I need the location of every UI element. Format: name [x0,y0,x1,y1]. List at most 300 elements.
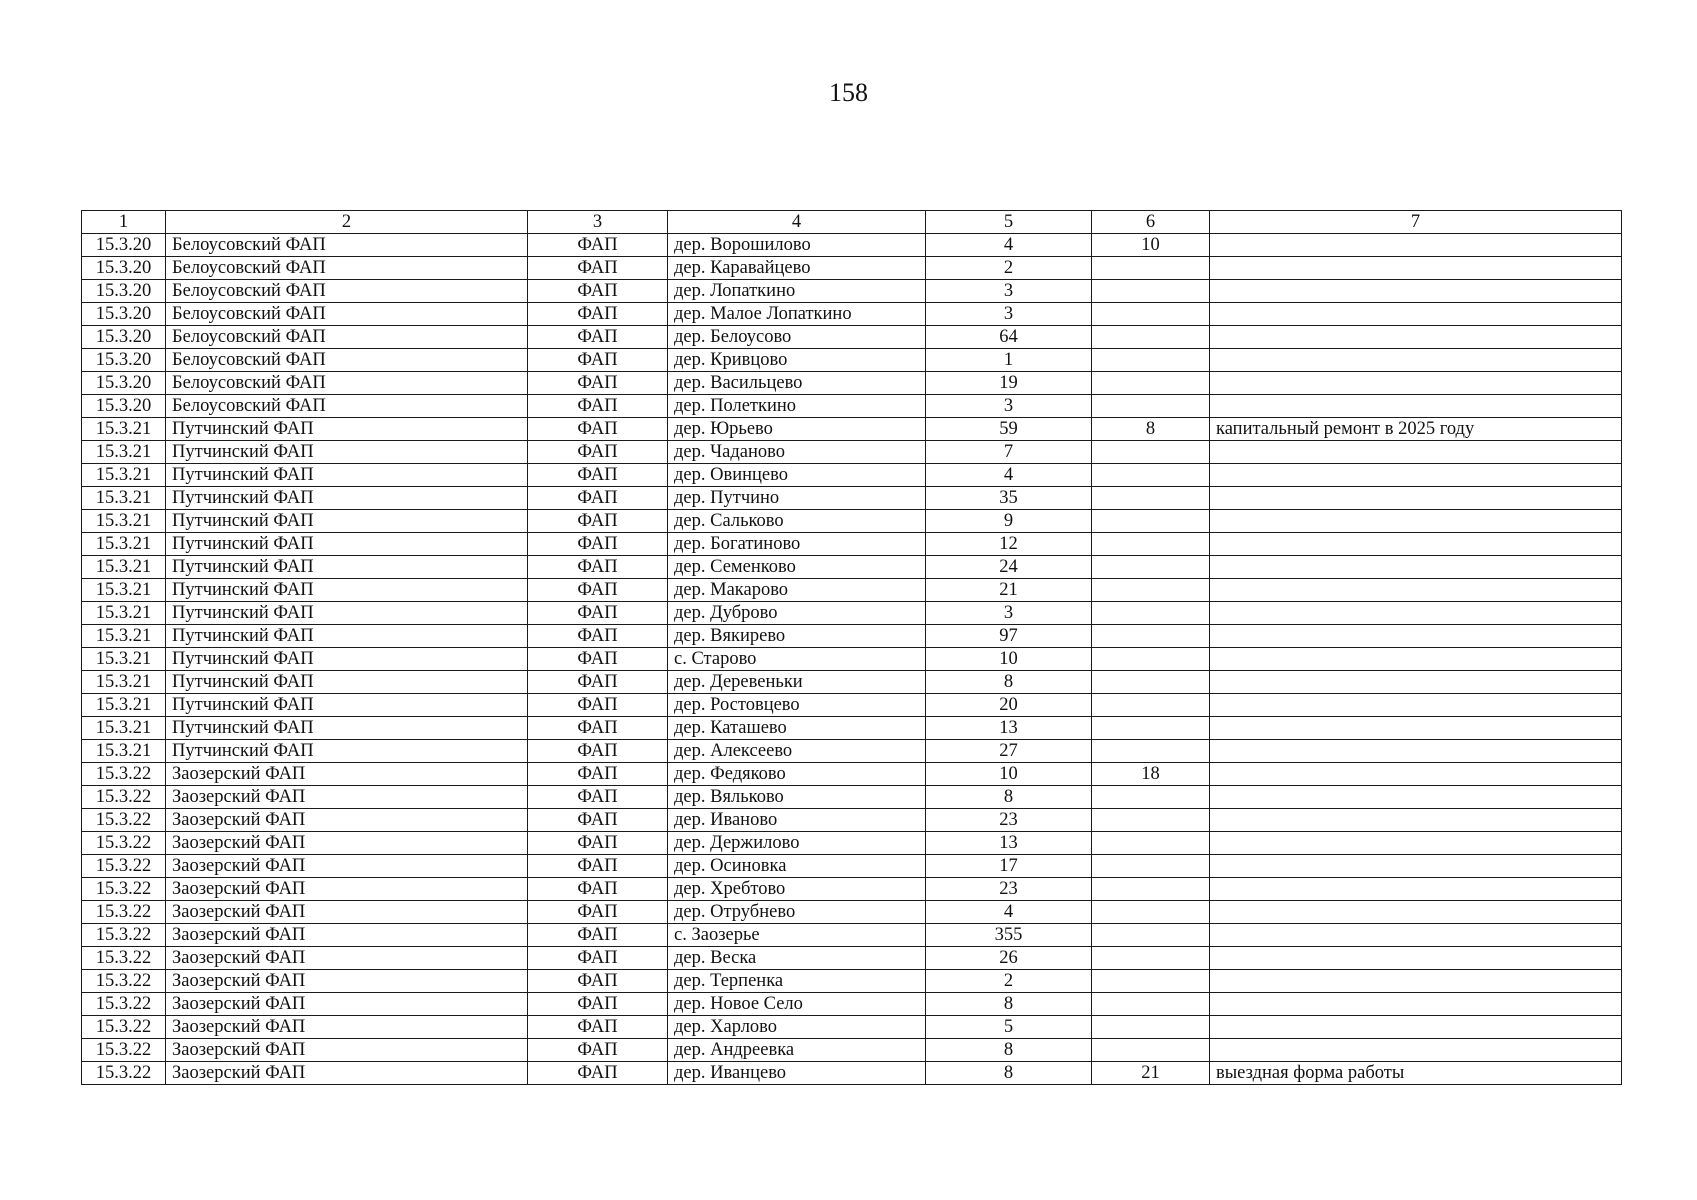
facility-type-cell: ФАП [528,717,668,740]
row-number-cell: 15.3.22 [82,809,166,832]
row-number-cell: 15.3.22 [82,901,166,924]
table-body [82,234,1622,1085]
facility-name-cell: Заозерский ФАП [166,809,528,832]
facility-name-cell: Белоусовский ФАП [166,280,528,303]
row-number-cell: 15.3.21 [82,740,166,763]
distance-cell [1092,786,1210,809]
facility-name-cell: Путчинский ФАП [166,694,528,717]
settlement-cell: дер. Семенково [668,556,926,579]
table-row [82,418,1622,441]
facility-type-cell: ФАП [528,303,668,326]
table-row [82,349,1622,372]
column-header: 1 [82,211,166,234]
row-number-cell: 15.3.20 [82,234,166,257]
facility-name-cell: Белоусовский ФАП [166,303,528,326]
note-cell [1210,740,1622,763]
count-cell: 8 [926,1062,1092,1085]
note-cell [1210,372,1622,395]
table-row [82,464,1622,487]
facility-type-cell: ФАП [528,947,668,970]
settlement-cell: дер. Терпенка [668,970,926,993]
count-cell: 64 [926,326,1092,349]
facility-name-cell: Заозерский ФАП [166,947,528,970]
facility-name-cell: Путчинский ФАП [166,487,528,510]
facility-type-cell: ФАП [528,533,668,556]
row-number-cell: 15.3.22 [82,993,166,1016]
table-row [82,556,1622,579]
note-cell [1210,855,1622,878]
facility-name-cell: Белоусовский ФАП [166,234,528,257]
facility-type-cell: ФАП [528,786,668,809]
facility-name-cell: Белоусовский ФАП [166,395,528,418]
facility-name-cell: Белоусовский ФАП [166,257,528,280]
row-number-cell: 15.3.22 [82,1039,166,1062]
row-number-cell: 15.3.22 [82,1062,166,1085]
facility-type-cell: ФАП [528,832,668,855]
table-row [82,648,1622,671]
column-header: 7 [1210,211,1622,234]
settlement-cell: дер. Хребтово [668,878,926,901]
row-number-cell: 15.3.21 [82,694,166,717]
count-cell: 1 [926,349,1092,372]
note-cell [1210,648,1622,671]
table-row [82,740,1622,763]
distance-cell [1092,556,1210,579]
facility-type-cell: ФАП [528,1039,668,1062]
distance-cell [1092,1039,1210,1062]
facility-type-cell: ФАП [528,855,668,878]
table-row [82,533,1622,556]
settlement-cell: с. Старово [668,648,926,671]
count-cell: 59 [926,418,1092,441]
distance-cell [1092,487,1210,510]
count-cell: 23 [926,809,1092,832]
note-cell [1210,901,1622,924]
row-number-cell: 15.3.21 [82,671,166,694]
distance-cell [1092,809,1210,832]
column-header: 3 [528,211,668,234]
facility-type-cell: ФАП [528,809,668,832]
settlement-cell: дер. Осиновка [668,855,926,878]
count-cell: 3 [926,602,1092,625]
facility-type-cell: ФАП [528,1062,668,1085]
column-header: 6 [1092,211,1210,234]
count-cell: 23 [926,878,1092,901]
facility-name-cell: Путчинский ФАП [166,510,528,533]
settlement-cell: дер. Новое Село [668,993,926,1016]
facility-type-cell: ФАП [528,671,668,694]
note-cell [1210,993,1622,1016]
distance-cell [1092,878,1210,901]
facility-type-cell: ФАП [528,740,668,763]
note-cell [1210,579,1622,602]
facility-name-cell: Заозерский ФАП [166,970,528,993]
distance-cell [1092,740,1210,763]
count-cell: 97 [926,625,1092,648]
row-number-cell: 15.3.22 [82,947,166,970]
row-number-cell: 15.3.21 [82,602,166,625]
page-number: 158 [829,78,868,107]
settlements-table [81,210,1622,1085]
table-row [82,947,1622,970]
table-row [82,694,1622,717]
row-number-cell: 15.3.21 [82,556,166,579]
row-number-cell: 15.3.20 [82,349,166,372]
distance-cell: 10 [1092,234,1210,257]
facility-type-cell: ФАП [528,924,668,947]
table-row [82,510,1622,533]
distance-cell [1092,717,1210,740]
facility-type-cell: ФАП [528,993,668,1016]
count-cell: 9 [926,510,1092,533]
facility-type-cell: ФАП [528,625,668,648]
row-number-cell: 15.3.21 [82,717,166,740]
note-cell [1210,602,1622,625]
count-cell: 35 [926,487,1092,510]
row-number-cell: 15.3.22 [82,786,166,809]
distance-cell [1092,694,1210,717]
facility-type-cell: ФАП [528,257,668,280]
distance-cell [1092,349,1210,372]
facility-name-cell: Путчинский ФАП [166,464,528,487]
settlement-cell: дер. Богатиново [668,533,926,556]
row-number-cell: 15.3.22 [82,970,166,993]
table-row [82,257,1622,280]
facility-type-cell: ФАП [528,579,668,602]
settlement-cell: дер. Каравайцево [668,257,926,280]
note-cell [1210,878,1622,901]
settlement-cell: дер. Вякирево [668,625,926,648]
settlement-cell: дер. Ворошилово [668,234,926,257]
settlement-cell: дер. Сальково [668,510,926,533]
row-number-cell: 15.3.21 [82,464,166,487]
settlement-cell: дер. Алексеево [668,740,926,763]
facility-type-cell: ФАП [528,763,668,786]
note-cell [1210,832,1622,855]
row-number-cell: 15.3.21 [82,441,166,464]
count-cell: 13 [926,717,1092,740]
table-row [82,372,1622,395]
distance-cell [1092,993,1210,1016]
table-row [82,579,1622,602]
count-cell: 3 [926,303,1092,326]
row-number-cell: 15.3.22 [82,878,166,901]
row-number-cell: 15.3.21 [82,579,166,602]
count-cell: 8 [926,993,1092,1016]
settlement-cell: дер. Лопаткино [668,280,926,303]
table-row [82,832,1622,855]
facility-type-cell: ФАП [528,234,668,257]
facility-name-cell: Путчинский ФАП [166,671,528,694]
facility-name-cell: Заозерский ФАП [166,832,528,855]
facility-name-cell: Путчинский ФАП [166,579,528,602]
row-number-cell: 15.3.21 [82,533,166,556]
facility-type-cell: ФАП [528,901,668,924]
count-cell: 10 [926,648,1092,671]
row-number-cell: 15.3.20 [82,395,166,418]
facility-name-cell: Путчинский ФАП [166,556,528,579]
note-cell [1210,464,1622,487]
note-cell: выездная форма работы [1210,1062,1622,1085]
settlement-cell: дер. Федяково [668,763,926,786]
count-cell: 7 [926,441,1092,464]
note-cell [1210,1039,1622,1062]
count-cell: 355 [926,924,1092,947]
distance-cell: 8 [1092,418,1210,441]
facility-type-cell: ФАП [528,648,668,671]
note-cell [1210,395,1622,418]
row-number-cell: 15.3.20 [82,303,166,326]
settlement-cell: с. Заозерье [668,924,926,947]
facility-name-cell: Заозерский ФАП [166,901,528,924]
table-row [82,993,1622,1016]
distance-cell [1092,579,1210,602]
count-cell: 10 [926,763,1092,786]
distance-cell: 21 [1092,1062,1210,1085]
table-row [82,280,1622,303]
distance-cell [1092,441,1210,464]
count-cell: 8 [926,671,1092,694]
row-number-cell: 15.3.22 [82,924,166,947]
facility-type-cell: ФАП [528,602,668,625]
distance-cell [1092,326,1210,349]
facility-name-cell: Заозерский ФАП [166,763,528,786]
settlement-cell: дер. Белоусово [668,326,926,349]
table-row [82,1039,1622,1062]
facility-name-cell: Путчинский ФАП [166,441,528,464]
count-cell: 3 [926,280,1092,303]
facility-type-cell: ФАП [528,694,668,717]
distance-cell [1092,372,1210,395]
table-row [82,671,1622,694]
table-row [82,1062,1622,1085]
row-number-cell: 15.3.22 [82,763,166,786]
facility-type-cell: ФАП [528,372,668,395]
facility-type-cell: ФАП [528,878,668,901]
note-cell [1210,924,1622,947]
row-number-cell: 15.3.20 [82,326,166,349]
facility-name-cell: Путчинский ФАП [166,602,528,625]
settlement-cell: дер. Чаданово [668,441,926,464]
row-number-cell: 15.3.20 [82,280,166,303]
facility-type-cell: ФАП [528,487,668,510]
row-number-cell: 15.3.21 [82,487,166,510]
column-header: 5 [926,211,1092,234]
count-cell: 4 [926,901,1092,924]
note-cell [1210,280,1622,303]
note-cell [1210,947,1622,970]
note-cell [1210,510,1622,533]
distance-cell: 18 [1092,763,1210,786]
table-row [82,625,1622,648]
note-cell [1210,1016,1622,1039]
count-cell: 20 [926,694,1092,717]
settlement-cell: дер. Путчино [668,487,926,510]
settlement-cell: дер. Юрьево [668,418,926,441]
distance-cell [1092,947,1210,970]
table-row [82,855,1622,878]
distance-cell [1092,832,1210,855]
facility-name-cell: Путчинский ФАП [166,533,528,556]
settlement-cell: дер. Иванцево [668,1062,926,1085]
distance-cell [1092,901,1210,924]
count-cell: 26 [926,947,1092,970]
count-cell: 8 [926,786,1092,809]
count-cell: 21 [926,579,1092,602]
distance-cell [1092,671,1210,694]
note-cell [1210,809,1622,832]
count-cell: 13 [926,832,1092,855]
distance-cell [1092,533,1210,556]
distance-cell [1092,924,1210,947]
settlement-cell: дер. Каташево [668,717,926,740]
note-cell [1210,786,1622,809]
settlement-cell: дер. Кривцово [668,349,926,372]
count-cell: 19 [926,372,1092,395]
count-cell: 8 [926,1039,1092,1062]
table-header-row [82,211,1622,234]
table-row [82,1016,1622,1039]
note-cell [1210,349,1622,372]
count-cell: 27 [926,740,1092,763]
note-cell [1210,303,1622,326]
distance-cell [1092,1016,1210,1039]
facility-name-cell: Заозерский ФАП [166,1062,528,1085]
column-header: 2 [166,211,528,234]
table-row [82,395,1622,418]
facility-type-cell: ФАП [528,556,668,579]
note-cell [1210,257,1622,280]
note-cell [1210,694,1622,717]
table-row [82,717,1622,740]
settlement-cell: дер. Макарово [668,579,926,602]
facility-name-cell: Путчинский ФАП [166,418,528,441]
row-number-cell: 15.3.22 [82,832,166,855]
count-cell: 12 [926,533,1092,556]
settlement-cell: дер. Васильцево [668,372,926,395]
facility-name-cell: Заозерский ФАП [166,1039,528,1062]
facility-name-cell: Белоусовский ФАП [166,372,528,395]
note-cell: капитальный ремонт в 2025 году [1210,418,1622,441]
facility-name-cell: Белоусовский ФАП [166,349,528,372]
facility-name-cell: Путчинский ФАП [166,648,528,671]
distance-cell [1092,395,1210,418]
facility-type-cell: ФАП [528,326,668,349]
count-cell: 2 [926,970,1092,993]
settlement-cell: дер. Дуброво [668,602,926,625]
count-cell: 17 [926,855,1092,878]
facility-name-cell: Заозерский ФАП [166,1016,528,1039]
note-cell [1210,326,1622,349]
facility-name-cell: Заозерский ФАП [166,878,528,901]
facility-type-cell: ФАП [528,510,668,533]
distance-cell [1092,970,1210,993]
facility-name-cell: Путчинский ФАП [166,625,528,648]
settlement-cell: дер. Андреевка [668,1039,926,1062]
table-row [82,303,1622,326]
row-number-cell: 15.3.22 [82,855,166,878]
row-number-cell: 15.3.20 [82,372,166,395]
table-row [82,441,1622,464]
table-row [82,809,1622,832]
count-cell: 24 [926,556,1092,579]
table-row [82,234,1622,257]
facility-type-cell: ФАП [528,1016,668,1039]
table-row [82,786,1622,809]
note-cell [1210,533,1622,556]
settlement-cell: дер. Полеткино [668,395,926,418]
facility-type-cell: ФАП [528,970,668,993]
settlement-cell: дер. Ростовцево [668,694,926,717]
distance-cell [1092,280,1210,303]
facility-type-cell: ФАП [528,349,668,372]
settlement-cell: дер. Иваново [668,809,926,832]
settlement-cell: дер. Держилово [668,832,926,855]
facility-type-cell: ФАП [528,280,668,303]
settlement-cell: дер. Малое Лопаткино [668,303,926,326]
table-row [82,487,1622,510]
facility-name-cell: Заозерский ФАП [166,924,528,947]
table-row [82,924,1622,947]
count-cell: 3 [926,395,1092,418]
note-cell [1210,556,1622,579]
distance-cell [1092,855,1210,878]
distance-cell [1092,510,1210,533]
table-row [82,602,1622,625]
note-cell [1210,717,1622,740]
note-cell [1210,441,1622,464]
facility-type-cell: ФАП [528,418,668,441]
row-number-cell: 15.3.22 [82,1016,166,1039]
table-row [82,326,1622,349]
facility-type-cell: ФАП [528,395,668,418]
row-number-cell: 15.3.21 [82,625,166,648]
facility-name-cell: Заозерский ФАП [166,786,528,809]
facility-name-cell: Заозерский ФАП [166,993,528,1016]
settlement-cell: дер. Веска [668,947,926,970]
count-cell: 4 [926,464,1092,487]
settlement-cell: дер. Вяльково [668,786,926,809]
row-number-cell: 15.3.21 [82,418,166,441]
count-cell: 5 [926,1016,1092,1039]
facility-name-cell: Заозерский ФАП [166,855,528,878]
count-cell: 4 [926,234,1092,257]
distance-cell [1092,303,1210,326]
distance-cell [1092,464,1210,487]
table-row [82,970,1622,993]
facility-name-cell: Белоусовский ФАП [166,326,528,349]
table-row [82,901,1622,924]
settlement-cell: дер. Деревеньки [668,671,926,694]
table-row [82,763,1622,786]
settlement-cell: дер. Отрубнево [668,901,926,924]
table-row [82,878,1622,901]
facility-name-cell: Путчинский ФАП [166,740,528,763]
count-cell: 2 [926,257,1092,280]
distance-cell [1092,648,1210,671]
row-number-cell: 15.3.21 [82,510,166,533]
note-cell [1210,625,1622,648]
note-cell [1210,487,1622,510]
row-number-cell: 15.3.21 [82,648,166,671]
note-cell [1210,970,1622,993]
facility-type-cell: ФАП [528,464,668,487]
note-cell [1210,671,1622,694]
note-cell [1210,763,1622,786]
settlement-cell: дер. Харлово [668,1016,926,1039]
distance-cell [1092,257,1210,280]
facility-name-cell: Путчинский ФАП [166,717,528,740]
